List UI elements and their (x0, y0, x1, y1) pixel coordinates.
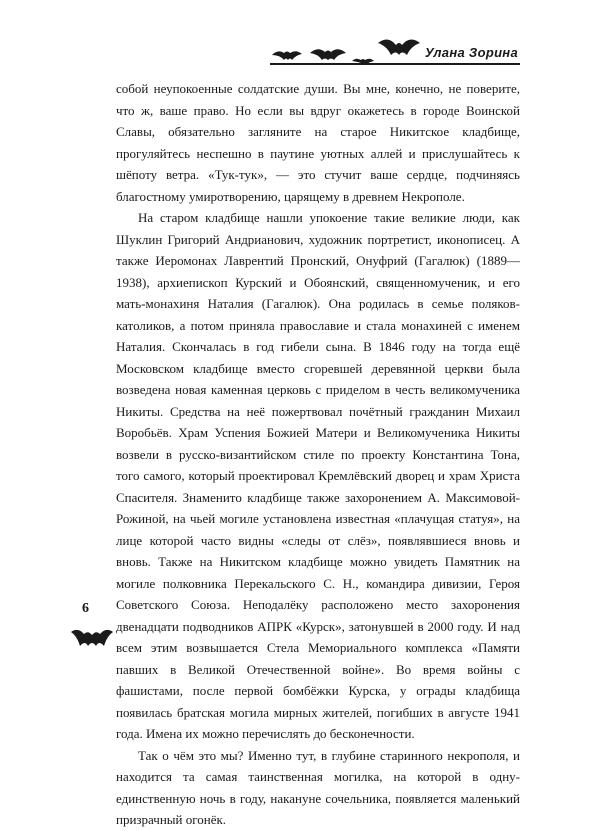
author-name: Улана Зорина (424, 45, 518, 60)
page-body (116, 78, 520, 831)
bat-icon (310, 49, 346, 60)
paragraph: собой неупокоенные солдатские души. Вы мне, конечно, не поверите, что ж, ваше право. Но если вы вдруг окажетесь в городе Воинской Славы, обязательно загляните на старое Никитское кладбище, прогуляйтесь неспешно в паутине уютных аллей и прислушайтесь к шёпоту ветра. «Тук-тук», — это стучит ваше сердце, подчиняясь благостному умиротворению, царящему в древнем Некрополе. (116, 81, 520, 204)
running-header (270, 33, 520, 73)
bat-icon (70, 624, 114, 650)
paragraph: На старом кладбище нашли упокоение такие великие люди, как Шуклин Григорий Андрианович, художник портретист, иконописец. А также Иеромонах Лаврентий Пронский, Онуфрий (Гагалюк) (1889—1938), архиепископ Курский и Обоянский, священномученик, и его мать-монахиня Наталия (Гагалюк). Она родилась в семье поляков-католиков, а потом приняла православие и стала монахиней с именем Наталия. Скончалась в год гибели сына. В 1846 году на тогда ещё Московском кладбище вместо сгоревшей деревянной церкви была возведена новая каменная церковь с приделом в честь великомученика Никиты. Средства на неё пожертвовал почётный гражданин Михаил Воробьёв. Храм Успения Божией Матери и Великомученика Никиты возвели в русско-византийском стиле по проекту Константина Тона, того самого, который проектировал Кремлёвский дворец и храм Христа Спасителя. Знаменито кладбище также захоронением А. Максимовой-Рожиной, на чьей могиле установлена известная «плачущая статуя», на лице которой часто видны «следы от слёз», появлявшиеся вновь и вновь. Также на Никитском кладбище можно увидеть Памятник на могиле полковника Перекальского С. Н., командира дивизии, Героя Советского Союза. Неподалёку расположено место захоронения двенадцати подводников АПРК «Курск», затонувшей в 2000 году. И над всем этим возвышается Стела Мемориального комплекса «Памяти павших в Великой Отечественной войне». Во время войны с фашистами, после первой бомбёжки Курска, у ограды кладбища появилась братская могила мирных жителей, погибших в августе 1941 года. Имена их можно перечислять до бесконечности. (116, 210, 520, 741)
header-bats-decoration (270, 33, 420, 73)
header-rule (270, 63, 520, 65)
bat-icon (378, 39, 420, 55)
page-number: 6 (82, 601, 89, 616)
bat-icon (272, 51, 302, 60)
paragraph: Так о чём это мы? Именно тут, в глубине старинного некрополя, и находится та самая таинственная могилка, на которой в одну-единственную ночь в году, накануне сочельника, появляется маленький призрачный огонёк. (116, 747, 520, 827)
